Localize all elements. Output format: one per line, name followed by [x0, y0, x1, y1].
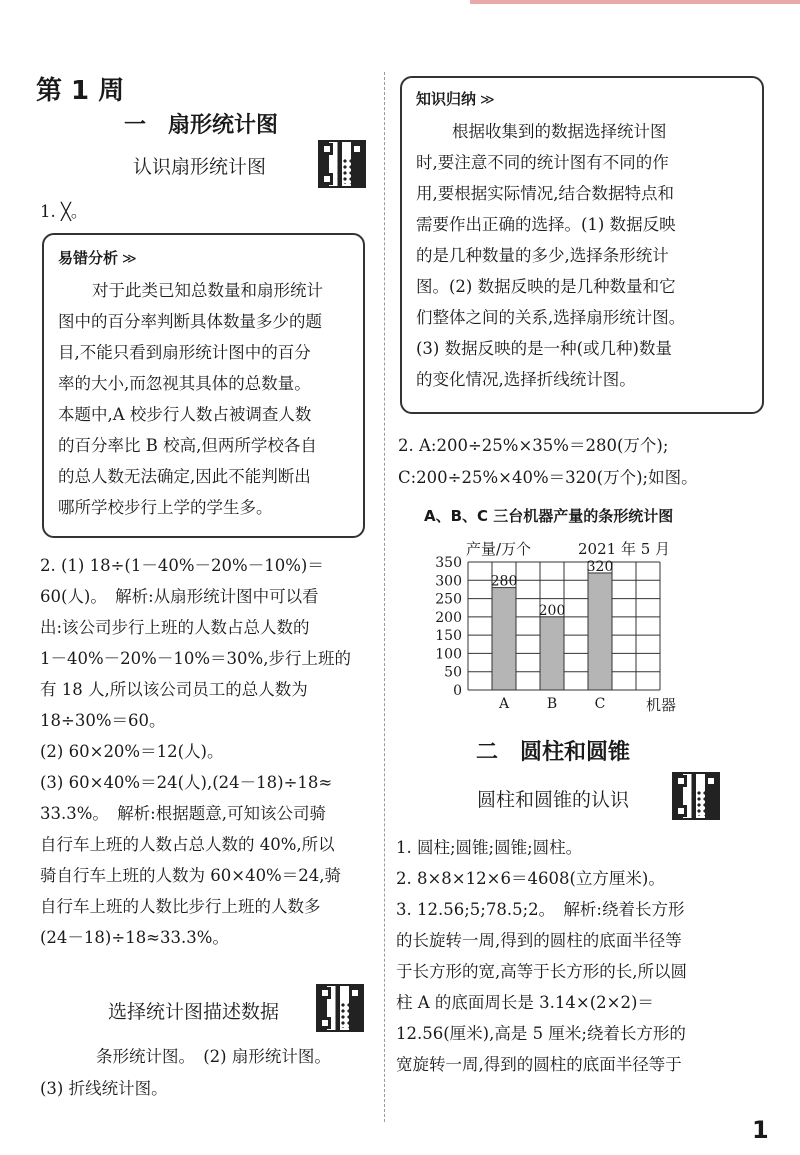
bar-A: [492, 588, 516, 690]
unit-title: 一 扇形统计图: [124, 113, 279, 138]
box-line: 需要作出正确的选择。(1) 数据反映: [416, 215, 676, 234]
knowledge-summary-box: [400, 76, 764, 414]
section-title: 选择统计图描述数据: [108, 1001, 280, 1023]
box-line: (3) 数据反映的是一种(或几种)数量: [416, 339, 672, 358]
answer-line: 1－40%－20%－10%＝30%,步行上班的: [40, 649, 351, 668]
answer-line: 于长方形的宽,高等于长方形的长,所以圆: [396, 962, 687, 981]
double-chevron-icon: ≫: [122, 251, 137, 267]
answer-q1: 1. ╳。: [40, 202, 88, 221]
box-line: 用,要根据实际情况,结合数据特点和: [416, 184, 674, 203]
box-title: 知识归纳: [416, 90, 477, 108]
x-tick-label: A: [498, 696, 510, 712]
double-chevron-icon: ≫: [480, 92, 495, 108]
qr-code-icon: [318, 140, 366, 188]
answer-line: (24－18)÷18≈33.3%。: [40, 928, 229, 947]
bar-chart: [420, 534, 700, 719]
box-line: 图。(2) 数据反映的是几种数量和它: [416, 277, 676, 296]
answer-line: 3. 12.56;5;78.5;2。 解析:绕着长方形: [396, 900, 685, 919]
y-tick-label: 50: [444, 664, 462, 681]
section-title: 圆柱和圆锥的认识: [477, 789, 630, 811]
unit-title: 二 圆柱和圆锥: [476, 740, 631, 765]
y-tick-label: 350: [435, 555, 462, 571]
box-line: 的百分率比 B 校高,但两所学校各自: [58, 436, 317, 455]
week-label: 第 1 周: [36, 76, 125, 106]
answer-line: 2. (1) 18÷(1－40%－20%－10%)＝: [40, 556, 324, 575]
y-tick-label: 250: [435, 591, 462, 608]
x-tick-label: C: [594, 696, 606, 712]
answer-line: (3) 折线统计图。: [40, 1079, 168, 1098]
bar-value-label: 200: [538, 602, 566, 619]
box-line: 时,要注意不同的统计图有不同的作: [416, 153, 669, 172]
box-line: 率的大小,而忽视其具体的总数量。: [58, 374, 311, 393]
answer-line: 有 18 人,所以该公司员工的总人数为: [40, 680, 308, 699]
answer-line: 12.56(厘米),高是 5 厘米;绕着长方形的: [396, 1024, 686, 1043]
answer-line: 自行车上班的人数比步行上班的人数多: [40, 897, 321, 916]
qr-code-icon: [672, 772, 720, 820]
answer-line: 出:该公司步行上班的人数占总人数的: [40, 618, 310, 637]
answer-line: 条形统计图。 (2) 扇形统计图。: [96, 1047, 331, 1066]
answer-line: (3) 60×40%＝24(人),(24－18)÷18≈: [40, 773, 333, 792]
answer-line: 18÷30%＝60。: [40, 711, 166, 730]
bar-value-label: 320: [586, 558, 614, 575]
y-tick-label: 0: [453, 683, 462, 699]
column-divider: [384, 72, 385, 1122]
box-line: 的是几种数量的多少,选择条形统计: [416, 246, 669, 265]
chart-title: A、B、C 三台机器产量的条形统计图: [424, 507, 674, 525]
answer-line: C:200÷25%×40%＝320(万个);如图。: [398, 468, 698, 487]
x-axis-title: 机器: [646, 696, 677, 714]
y-tick-label: 300: [435, 573, 462, 590]
y-tick-label: 150: [435, 628, 462, 645]
box-line: 本题中,A 校步行人数占被调查人数: [58, 405, 312, 424]
box-line: 们整体之间的关系,选择扇形统计图。: [416, 308, 686, 327]
bar-C: [588, 573, 612, 690]
box-line: 对于此类已知总数量和扇形统计: [92, 281, 323, 300]
answer-line: 33.3%。 解析:根据题意,可知该公司骑: [40, 804, 326, 823]
chart-date-label: 2021 年 5 月: [578, 540, 671, 558]
answer-line: 自行车上班的人数占总人数的 40%,所以: [40, 835, 335, 854]
y-axis-title: 产量/万个: [466, 540, 532, 558]
answer-line: 60(人)。 解析:从扇形统计图中可以看: [40, 587, 319, 606]
box-line: 的总人数无法确定,因此不能判断出: [58, 467, 311, 486]
answer-line: (2) 60×20%＝12(人)。: [40, 742, 224, 761]
answer-q3-block: [396, 832, 766, 1080]
page-number: 1: [752, 1116, 769, 1144]
answer-line: 的长旋转一周,得到的圆柱的底面半径等: [396, 931, 682, 950]
answer-line: 宽旋转一周,得到的圆柱的底面半径等于: [396, 1055, 682, 1074]
box-title: 易错分析: [58, 249, 119, 267]
box-line: 图中的百分率判断具体数量多少的题: [58, 312, 322, 331]
bar-B: [540, 617, 564, 690]
answer-line: 2. 8×8×12×6＝4608(立方厘米)。: [396, 869, 665, 888]
answer-line: 2. A:200÷25%×35%＝280(万个);: [398, 436, 669, 455]
y-tick-label: 100: [435, 646, 462, 663]
box-line: 根据收集到的数据选择统计图: [452, 122, 667, 141]
answer-line: 1. 圆柱;圆锥;圆锥;圆柱。: [396, 838, 583, 857]
box-line: 哪所学校步行上学的学生多。: [58, 498, 273, 517]
box-line: 的变化情况,选择折线统计图。: [416, 370, 636, 389]
answer-q2-block: [40, 550, 365, 953]
answer-line: 柱 A 的底面周长是 3.14×(2×2)＝: [396, 993, 654, 1012]
answer-line: 骑自行车上班的人数为 60×40%＝24,骑: [40, 866, 341, 885]
x-tick-label: B: [546, 696, 558, 712]
top-color-strip: [470, 0, 800, 4]
error-analysis-box: [42, 233, 365, 538]
y-tick-label: 200: [435, 609, 462, 626]
qr-code-icon: [316, 984, 364, 1032]
bar-value-label: 280: [490, 573, 518, 590]
section-title: 认识扇形统计图: [133, 156, 267, 178]
box-line: 目,不能只看到扇形统计图中的百分: [58, 343, 311, 362]
